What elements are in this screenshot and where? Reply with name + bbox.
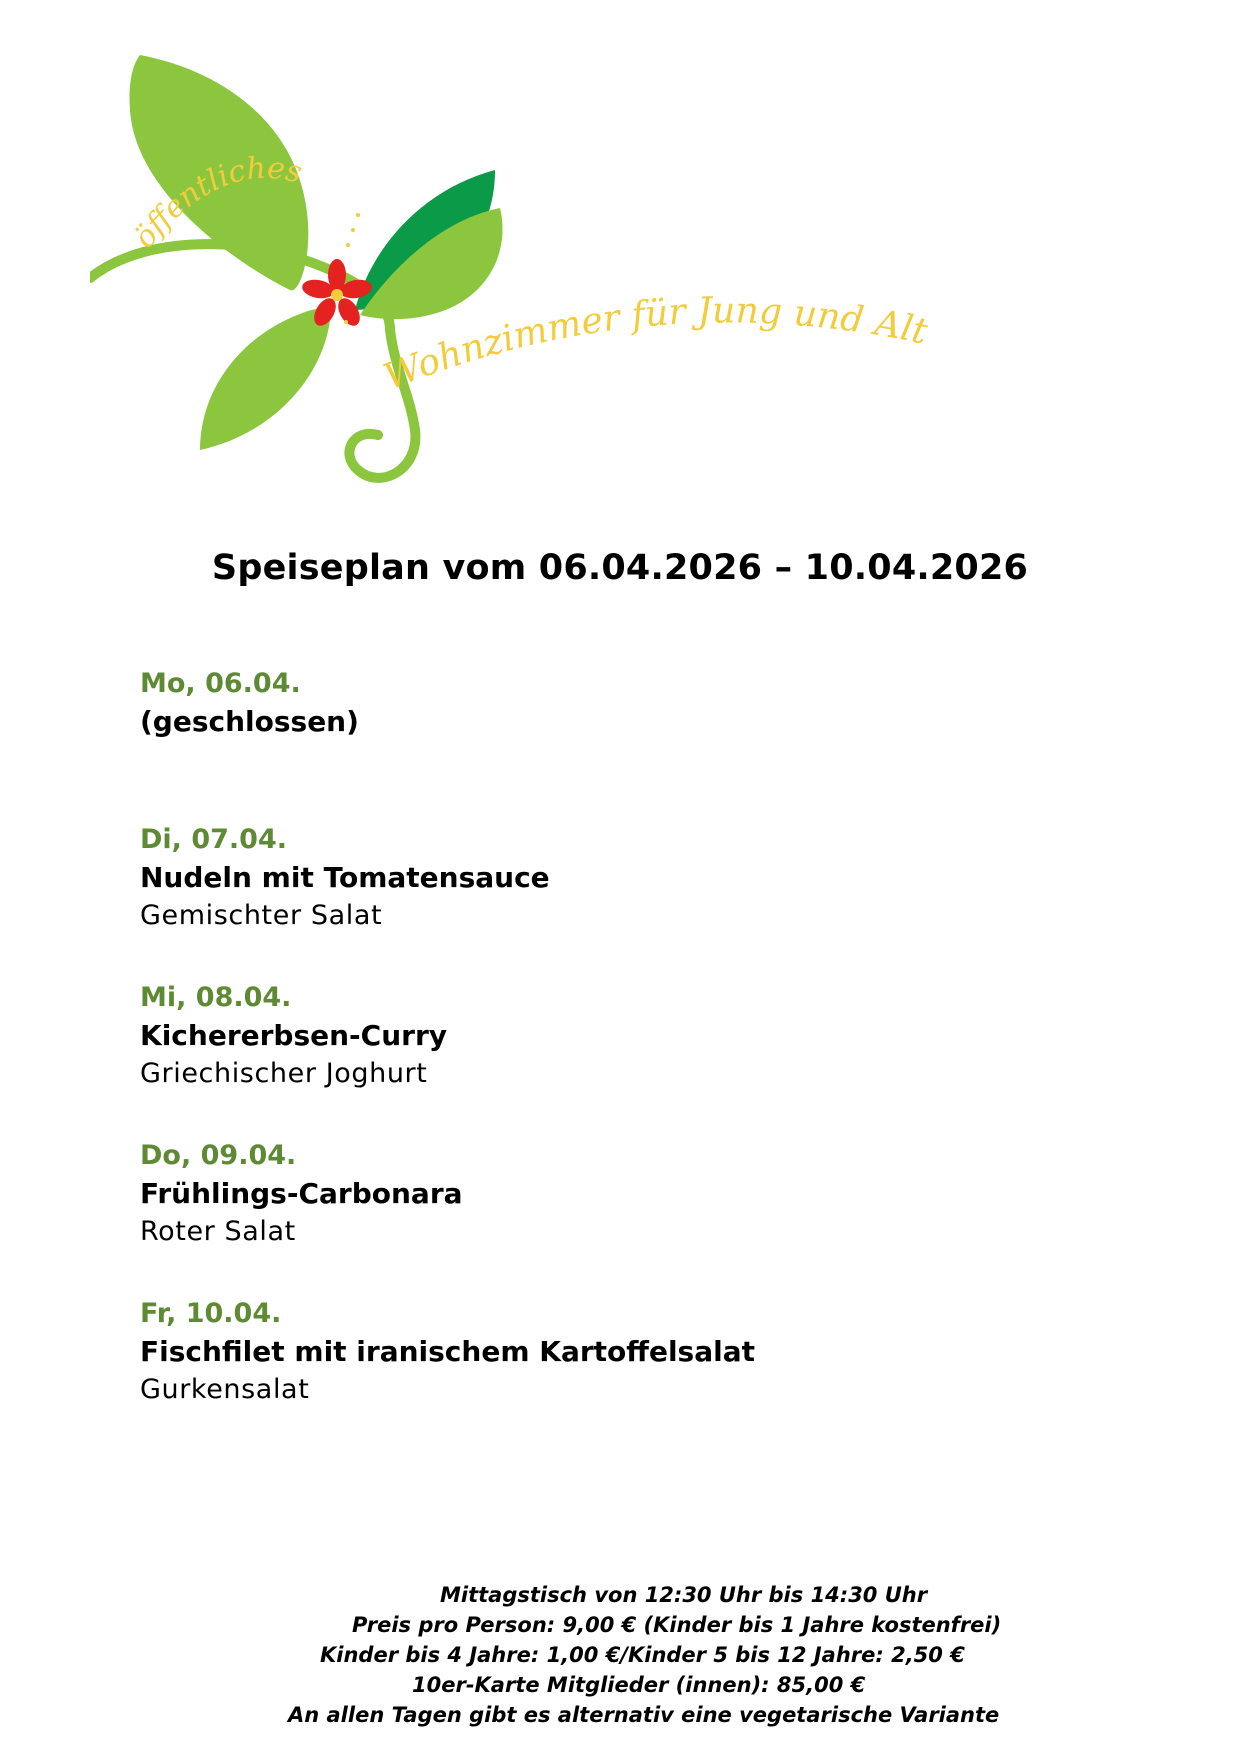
logo-graphic: [90, 50, 1090, 500]
side-dish: Gurkensalat: [140, 1374, 310, 1405]
side-dish: Gemischter Salat: [140, 900, 383, 931]
footer-ten-card: 10er-Karte Mitglieder (innen): 85,00 €: [412, 1673, 866, 1697]
menu-day-monday: [140, 665, 1140, 821]
side-dish: Griechischer Joghurt: [140, 1058, 428, 1089]
day-label: Mo, 06.04.: [140, 668, 301, 699]
logo-text-top: öffentliches: [127, 150, 306, 255]
main-dish: (geschlossen): [140, 705, 359, 738]
footer-vegetarian-note: An allen Tagen gibt es alternativ eine vegetarische Variante: [288, 1703, 1000, 1727]
footer-child-price: Kinder bis 4 Jahre: 1,00 €/Kinder 5 bis 12 Jahre: 2,50 €: [320, 1643, 965, 1667]
logo-leaf-bottom: [200, 309, 330, 450]
day-label: Do, 09.04.: [140, 1140, 297, 1171]
main-dish: Nudeln mit Tomatensauce: [140, 861, 550, 894]
menu-day-tuesday: [140, 821, 1140, 979]
day-label: Di, 07.04.: [140, 824, 287, 855]
side-dish: Roter Salat: [140, 1216, 296, 1247]
menu-day-wednesday: [140, 979, 1140, 1137]
main-dish: Kichererbsen-Curry: [140, 1019, 448, 1052]
menu-list: [140, 665, 1140, 1453]
footer-lunch-hours: Mittagstisch von 12:30 Uhr bis 14:30 Uhr: [440, 1583, 928, 1607]
footer-price: Preis pro Person: 9,00 € (Kinder bis 1 Jahre kostenfrei): [352, 1613, 1002, 1637]
day-label: Fr, 10.04.: [140, 1298, 282, 1329]
menu-day-friday: [140, 1295, 1140, 1453]
main-dish: Fischfilet mit iranischem Kartoffelsalat: [140, 1335, 755, 1368]
logo-text-main: Wohnzimmer für Jung und Alt: [378, 290, 931, 399]
logo: [90, 50, 1090, 500]
menu-day-thursday: [140, 1137, 1140, 1295]
main-dish: Frühlings-Carbonara: [140, 1177, 463, 1210]
day-label: Mi, 08.04.: [140, 982, 292, 1013]
footer-info: [0, 1580, 1240, 1730]
page-title: Speiseplan vom 06.04.2026 – 10.04.2026: [211, 548, 1029, 588]
